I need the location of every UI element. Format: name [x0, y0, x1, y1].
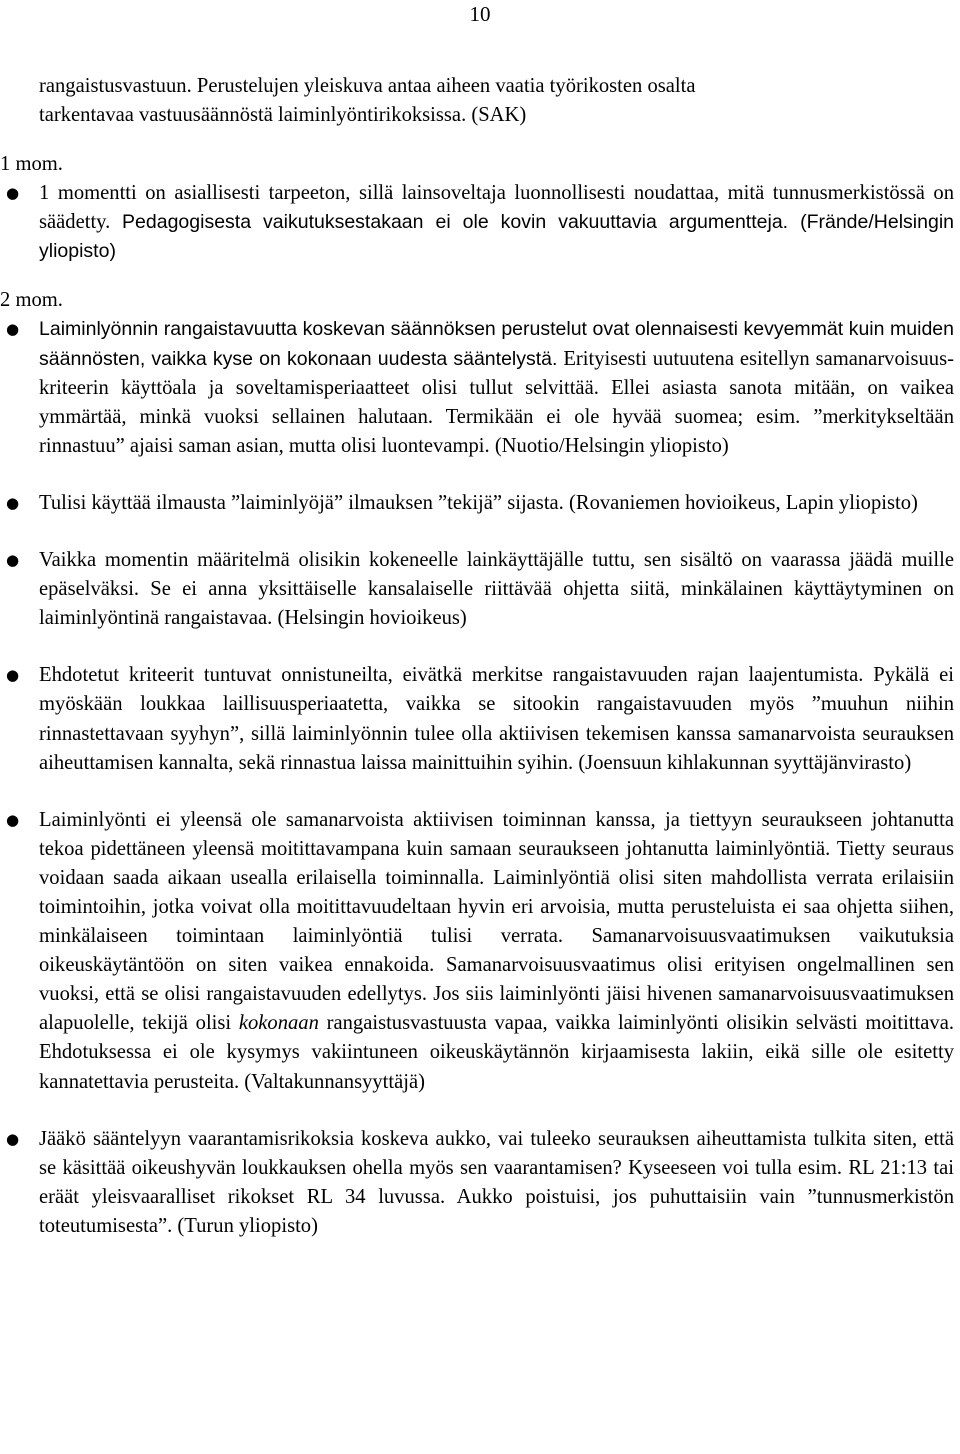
emphasis-text: kokonaan — [238, 1012, 319, 1035]
list-item — [6, 315, 954, 460]
intro-line-1: rangaistusvastuun. Perustelujen yleiskuva antaa aiheen vaatia työrikosten osalta — [39, 75, 696, 97]
bullet-icon: ● — [6, 810, 20, 829]
section-heading-2-mom: 2 mom. — [0, 289, 63, 312]
intro-paragraph — [39, 72, 954, 130]
bullet-icon: ● — [6, 551, 20, 570]
paragraph-text: Tulisi käyttää ilmausta ”laiminlyöjä” ilmauksen ”tekijä” sijasta. (Rovaniemen hovioikeus, Lapin yliopisto) — [39, 491, 918, 514]
list-item — [6, 179, 954, 266]
paragraph-text-sans: Pedagogisesta vaikutuksestakaan ei ole kovin vakuuttavia argumentteja. (Frände/Helsingin yliopisto) — [39, 211, 954, 263]
bullet-icon: ● — [6, 666, 20, 685]
bullet-icon: ● — [6, 184, 20, 203]
paragraph-text: 1 momentti on asiallisesti tarpeeton, sillä lainsoveltaja luonnollisesti noudattaa, mitä tunnusmerkistössä on säädetty. — [39, 182, 954, 234]
list-item — [6, 546, 954, 633]
paragraph-text: Erityisesti uutuutena esitellyn samanarvoisuus-kriteerin käyttöala ja soveltamisperiaatteet olisi tullut selvittää. Ellei asiasta sanota mitään, on vaikea ymmärtää, minkä vuoksi sellainen halutaan. Termikään ei ole hyvää suomea; esim. ”merkitykseltään rinnastuu” ajaisi saman asian, mutta olisi luontevampi. (Nuotio/Helsingin yliopisto) — [39, 347, 954, 457]
paragraph-text-sans: Laiminlyönnin rangaistavuutta koskevan säännöksen perustelut ovat olennaisesti kevyemmät kuin muiden säännösten, vaikka kyse on kokonaan uudesta sääntelystä. — [39, 318, 954, 370]
paragraph-text: rangaistusvastuusta vapaa, vaikka laiminlyönti olisikin selvästi moitittava. Ehdotuksessa ei ole kysymys vakiintuneen oikeuskäytännön kirjaamisesta lakiin, eikä sille ole esitetty kannatettavia perusteita. (Valtakunnansyyttäjä) — [39, 1012, 954, 1093]
paragraph-text: Vaikka momentin määritelmä olisikin kokeneelle lainkäyttäjälle tuttu, sen sisältö on vaarassa jäädä muille epäselväksi. Se ei anna yksittäiselle kansalaiselle riittävää ohjetta siitä, minkälainen käyttäytyminen on laiminlyöntinä rangaistavaa. (Helsingin hovioikeus) — [39, 549, 954, 630]
list-item — [6, 1125, 954, 1241]
paragraph-text: Laiminlyönti ei yleensä ole samanarvoista aktiivisen toiminnan kanssa, ja tiettyyn seuraukseen johtanutta tekoa pidettäneen yleensä moitittavampana kuin samaan seuraukseen johtanutta laiminlyöntiä. Tietty seuraus voidaan saada aikaan usealla erilaisella toiminnalla. Laiminlyöntiä olisi siten mahdollista verrata erilaisiin toimintoihin, jotka voivat olla moitittavuudeltaan hyvin eri arvoisia, mutta perusteluista ei saa ohjetta siihen, minkälaiseen toimintaan laiminlyöntiä tulisi verrata. Samanarvoisuusvaatimuksen vaikutuksia oikeuskäytäntöön on siten vaikea ennakoida. Samanarvoisuusvaatimus olisi erityisen ongelmallinen sen vuoksi, että se olisi rangaistavuuden edellytys. Jos siis laiminlyönti jäisi hivenen samanarvoisuusvaatimuksen alapuolelle, tekijä olisi — [39, 808, 954, 1035]
intro-line-2: tarkentavaa vastuusäännöstä laiminlyöntirikoksissa. (SAK) — [39, 104, 527, 127]
section-heading-1-mom: 1 mom. — [0, 153, 63, 176]
page-number: 10 — [469, 2, 491, 26]
list-item — [6, 489, 954, 518]
bullet-icon: ● — [6, 1129, 20, 1148]
list-item — [6, 806, 954, 1097]
paragraph-text: Jääkö sääntelyyn vaarantamisrikoksia koskeva aukko, vai tuleeko seurauksen aiheuttamista tulkita siten, että se käsittää oikeushyvän loukkauksen ohella myös sen vaarantamisen? Kyseeseen voi tulla esim. RL 21:13 tai eräät yleisvaaralliset rikokset RL 34 luvussa. Aukko poistuisi, jos puhuttaisiin vain ”tunnusmerkistön toteutumisesta”. (Turun yliopisto) — [39, 1127, 954, 1237]
bullet-icon: ● — [6, 320, 20, 339]
document-body — [0, 72, 954, 1241]
list-item — [6, 661, 954, 777]
paragraph-text: Ehdotetut kriteerit tuntuvat onnistuneilta, eivätkä merkitse rangaistavuuden rajan laajentumista. Pykälä ei myöskään loukkaa laillisuusperiaatetta, vaikka se sitookin rangaistavuuden myös ”muuhun niihin rinnastettavaan syyhyn”, sillä laiminlyönnin tulee olla aktiivisen tekemisen kanssa samanarvoista seurauksen aiheuttamisen kannalta, sekä rinnastua laissa mainittuihin syihin. (Joensuun kihlakunnan syyttäjänvirasto) — [39, 664, 954, 774]
bullet-icon: ● — [6, 493, 20, 512]
